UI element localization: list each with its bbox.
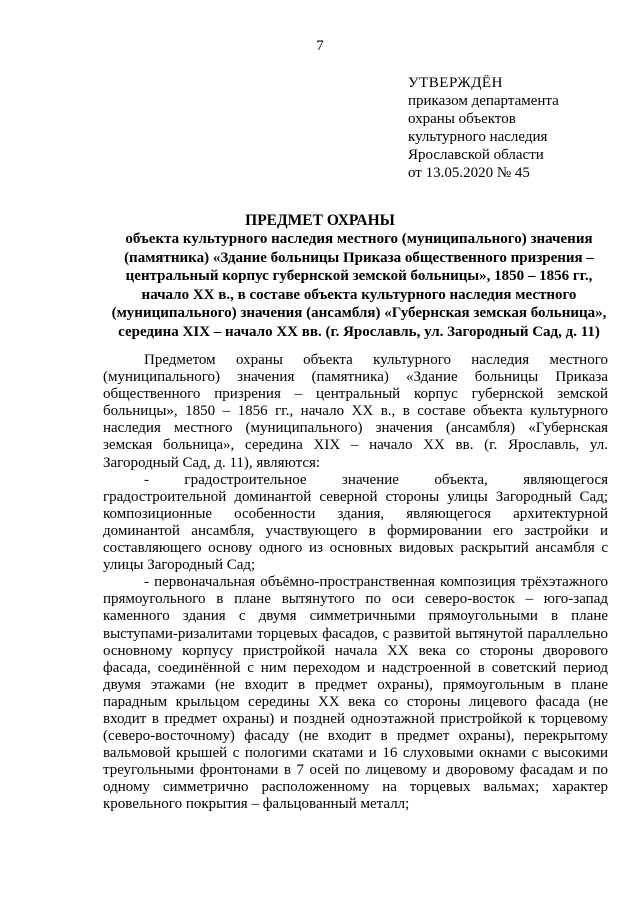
document-title: ПРЕДМЕТ ОХРАНЫ xyxy=(245,212,395,229)
approval-line: приказом департамента xyxy=(408,93,559,109)
list-item-spatial-composition: - первоначальная объёмно-пространственная композиция трёхэтажного прямоугольного в плане вытянутого по оси северо-восток – юго-запад каменного здания с двумя симметричными прямоугольными в плане выступами-ризалитами торцевых фасадов, с развитой вытянутой параллельно основному корпусу пристройкой начала XX века со стороны дворового фасада, соединённой с ним переходом и надстроенной в советский период двумя этажами (не входит в предмет охраны), прямоугольным в плане парадным крыльцом середины XX века со стороны лицевого фасада (не входит в предмет охраны) и поздней одноэтажной пристройкой к торцевому (северо-восточному) фасаду (не входит в предмет охраны), перекрытому вальмовой крышей с пологими скатами и 16 слуховыми окнами с высокими треугольными фронтонами в 7 осей по лицевому и дворовому фасадам и по одному симметрично расположенному на торцевых вальмах; характер кровельного покрытия – фальцованный металл; xyxy=(103,574,608,813)
intro-paragraph: Предметом охраны объекта культурного наследия местного (муниципального) значения (памятника) «Здание больницы Приказа общественного призрения – центральный корпус губернской земской больницы», 1850 – 1856 гг., начало XX в., в составе объекта культурного наследия местного (муниципального) значения (ансамбля) «Губернская земская больница», середина XIX – начало XX вв. (г. Ярославль, ул. Загородный Сад, д. 11), являются: xyxy=(103,352,608,471)
subtitle-line: начало XX в., в составе объекта культурного наследия местного xyxy=(141,286,577,303)
subtitle-line: (памятника) «Здание больницы Приказа общественного призрения – xyxy=(124,249,594,266)
subtitle-line: объекта культурного наследия местного (муниципального) значения xyxy=(125,231,593,247)
subtitle-line: середина XIX – начало XX вв. (г. Ярославль, ул. Загородный Сад, д. 11) xyxy=(118,323,600,340)
approval-line: Ярославской области xyxy=(408,147,544,163)
subtitle-line: (муниципального) значения (ансамбля) «Губернская земская больница», xyxy=(111,305,607,322)
subtitle-line: центральный корпус губернской земской больницы», 1850 – 1856 гг., xyxy=(125,268,593,285)
document-body xyxy=(103,352,608,814)
document-subtitle xyxy=(100,230,618,342)
approval-line: охраны объектов xyxy=(408,111,516,127)
list-item-urban-planning: - градостроительное значение объекта, являющегося градостроительной доминантой северной стороны улицы Загородный Сад; композиционные особенности здания, являющегося архитектурной доминантой ансамбля, участвующего в формировании его застройки и составляющего основу одного из основных видовых раскрытий ансамбля с улицы Загородный Сад; xyxy=(103,471,608,574)
approval-stamp xyxy=(408,74,633,182)
approval-line: от 13.05.2020 № 45 xyxy=(408,165,530,181)
approval-line: культурного наследия xyxy=(408,129,548,145)
page-number: 7 xyxy=(316,38,324,54)
approval-status: УТВЕРЖДЁН xyxy=(408,75,503,91)
